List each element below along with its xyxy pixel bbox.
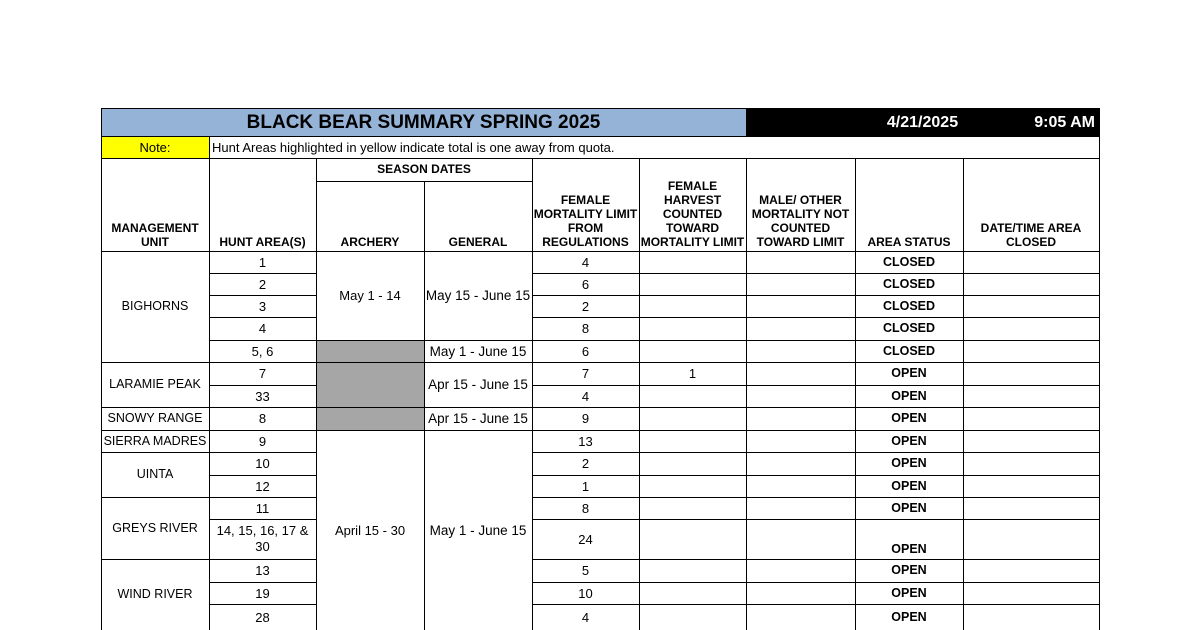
- grid-line: [1099, 108, 1100, 630]
- female-harvest-value: [639, 497, 746, 519]
- grid-line: [316, 340, 533, 341]
- grid-line: [101, 251, 1100, 252]
- date-closed-value: [963, 362, 1099, 385]
- female-harvest-value: [639, 430, 746, 452]
- area-status: OPEN: [891, 563, 927, 577]
- grid-line: [532, 452, 1100, 453]
- hunt-area: 3: [258, 298, 267, 314]
- hunt-area: 8: [258, 411, 267, 426]
- page-title: BLACK BEAR SUMMARY SPRING 2025: [101, 108, 746, 136]
- date-closed-value: [963, 452, 1099, 475]
- male-other-value: [746, 317, 855, 340]
- archery-dates: [316, 340, 424, 362]
- male-other-value: [746, 475, 855, 497]
- female-limit-value: 4: [581, 388, 590, 404]
- management-unit: LARAMIE PEAK: [109, 377, 201, 391]
- female-limit-value: 6: [581, 343, 590, 359]
- management-unit: BIGHORNS: [121, 299, 189, 313]
- male-other-value: [746, 407, 855, 430]
- grid-line: [101, 452, 210, 453]
- grid-line: [532, 430, 1100, 431]
- date-closed-value: [963, 251, 1099, 273]
- female-harvest-value: [639, 582, 746, 604]
- area-status: OPEN: [891, 500, 927, 515]
- area-status: CLOSED: [882, 298, 936, 313]
- area-status: OPEN: [891, 388, 927, 403]
- grid-line: [316, 362, 533, 363]
- hunt-area: 10: [255, 456, 270, 471]
- hunt-area: 1: [258, 254, 267, 270]
- female-harvest-value: [639, 452, 746, 475]
- header-general: GENERAL: [448, 235, 508, 249]
- grid-line: [101, 108, 102, 630]
- area-status: OPEN: [891, 411, 927, 425]
- female-limit-value: 13: [578, 433, 593, 449]
- date-closed-value: [963, 604, 1099, 630]
- area-status: OPEN: [891, 585, 927, 600]
- hunt-area: 7: [258, 366, 267, 381]
- general-dates: May 1 - June 15: [429, 522, 527, 538]
- general-dates: May 1 - June 15: [429, 343, 527, 359]
- header-archery: ARCHERY: [340, 235, 400, 249]
- grid-line: [209, 407, 317, 408]
- date-closed-value: [963, 407, 1099, 430]
- management-unit: UINTA: [136, 467, 174, 481]
- male-other-value: [746, 497, 855, 519]
- management-unit: SIERRA MADRES: [103, 433, 207, 448]
- date-closed-value: [963, 295, 1099, 317]
- report-date: 4/21/2025: [886, 113, 959, 131]
- grid-line: [101, 362, 210, 363]
- header-female-harvest: FEMALE HARVEST COUNTED TOWARD MORTALITY LIMIT: [640, 179, 745, 249]
- male-other-value: [746, 430, 855, 452]
- grid-line: [101, 559, 210, 560]
- male-other-value: [746, 273, 855, 295]
- area-status: CLOSED: [882, 321, 936, 335]
- grid-line: [532, 475, 1100, 476]
- area-status: OPEN: [891, 366, 927, 380]
- grid-line: [209, 497, 317, 498]
- management-unit: SNOWY RANGE: [107, 411, 203, 425]
- grid-line: [532, 604, 1100, 605]
- archery-dates: [316, 407, 424, 430]
- female-limit-value: 7: [581, 366, 590, 381]
- female-harvest-value: [639, 604, 746, 630]
- hunt-area: 14, 15, 16, 17 & 30: [216, 523, 309, 554]
- header-female-limit: FEMALE MORTALITY LIMIT FROM REGULATIONS: [533, 193, 638, 249]
- female-limit-value: 1: [581, 478, 590, 494]
- female-limit-value: 9: [581, 411, 590, 426]
- grid-line: [532, 497, 1100, 498]
- grid-line: [209, 295, 317, 296]
- grid-line: [209, 475, 317, 476]
- grid-line: [209, 604, 317, 605]
- date-closed-value: [963, 430, 1099, 452]
- date-closed-value: [963, 385, 1099, 407]
- area-status: OPEN: [891, 433, 927, 448]
- female-limit-value: 2: [581, 456, 590, 471]
- general-dates: May 15 - June 15: [425, 288, 531, 303]
- grid-line: [532, 559, 1100, 560]
- grid-line: [101, 430, 210, 431]
- grid-line: [532, 582, 1100, 583]
- area-status: OPEN: [891, 609, 927, 624]
- grid-line: [101, 108, 1100, 109]
- hunt-area: 12: [255, 478, 270, 494]
- area-status: OPEN: [891, 478, 927, 493]
- grid-line: [532, 317, 1100, 318]
- header-date-closed: DATE/TIME AREA CLOSED: [980, 221, 1082, 249]
- grid-line: [746, 108, 747, 136]
- female-limit-value: 4: [581, 609, 590, 625]
- area-status: OPEN: [891, 542, 927, 556]
- hunt-area: 2: [258, 276, 267, 292]
- hunt-area: 28: [255, 609, 270, 625]
- grid-line: [424, 181, 425, 630]
- female-harvest-value: [639, 385, 746, 407]
- grid-line: [209, 273, 317, 274]
- male-other-value: [746, 582, 855, 604]
- date-closed-value: [963, 582, 1099, 604]
- note-text: Hunt Areas highlighted in yellow indicate total is one away from quota.: [212, 139, 615, 155]
- grid-line: [532, 519, 1100, 520]
- male-other-value: [746, 385, 855, 407]
- female-harvest-value: 1: [688, 366, 697, 381]
- date-closed-value: [963, 273, 1099, 295]
- female-harvest-value: [639, 475, 746, 497]
- hunt-area: 5, 6: [251, 343, 274, 359]
- male-other-value: [746, 559, 855, 582]
- female-harvest-value: [639, 340, 746, 362]
- area-status: CLOSED: [882, 254, 936, 269]
- female-harvest-value: [639, 407, 746, 430]
- header-season-dates: SEASON DATES: [377, 161, 471, 176]
- male-other-value: [746, 604, 855, 630]
- grid-line: [316, 430, 533, 431]
- date-closed-value: [963, 340, 1099, 362]
- hunt-area: 9: [258, 433, 267, 449]
- female-limit-value: 6: [581, 276, 590, 292]
- date-closed-value: [963, 497, 1099, 519]
- header-hunt-areas: HUNT AREA(S): [219, 235, 306, 249]
- hunt-area: 4: [258, 321, 267, 336]
- grid-line: [532, 340, 1100, 341]
- hunt-area: 13: [255, 563, 270, 578]
- header-male-other: MALE/ OTHER MORTALITY NOT COUNTED TOWARD LIMIT: [751, 193, 850, 249]
- female-limit-value: 2: [581, 298, 590, 314]
- grid-line: [209, 452, 317, 453]
- date-closed-value: [963, 475, 1099, 497]
- male-other-value: [746, 362, 855, 385]
- grid-line: [101, 158, 1100, 159]
- archery-dates: April 15 - 30: [334, 522, 406, 538]
- general-dates: Apr 15 - June 15: [428, 411, 528, 426]
- female-limit-value: 5: [581, 563, 590, 578]
- grid-line: [209, 519, 317, 520]
- female-limit-value: 24: [578, 531, 593, 547]
- hunt-area: 19: [255, 585, 270, 601]
- male-other-value: [746, 340, 855, 362]
- grid-line: [532, 385, 1100, 386]
- grid-line: [209, 582, 317, 583]
- grid-line: [532, 273, 1100, 274]
- female-harvest-value: [639, 317, 746, 340]
- grid-line: [209, 136, 210, 630]
- female-harvest-value: [639, 519, 746, 559]
- female-harvest-value: [639, 251, 746, 273]
- female-limit-value: 8: [581, 500, 590, 516]
- general-dates: Apr 15 - June 15: [428, 377, 528, 392]
- area-status: CLOSED: [882, 276, 936, 291]
- female-limit-value: 10: [578, 585, 593, 601]
- male-other-value: [746, 519, 855, 559]
- area-status: CLOSED: [882, 343, 936, 358]
- hunt-area: 11: [255, 500, 270, 516]
- report-time: 9:05 AM: [1034, 113, 1095, 131]
- female-harvest-value: [639, 273, 746, 295]
- grid-line: [209, 340, 317, 341]
- management-unit: GREYS RIVER: [112, 520, 198, 535]
- male-other-value: [746, 251, 855, 273]
- female-harvest-value: [639, 559, 746, 582]
- grid-line: [209, 362, 317, 363]
- area-status: OPEN: [891, 456, 927, 470]
- date-closed-value: [963, 317, 1099, 340]
- male-other-value: [746, 295, 855, 317]
- grid-line: [209, 317, 317, 318]
- date-closed-value: [963, 519, 1099, 559]
- grid-line: [209, 430, 317, 431]
- archery-dates: May 1 - 14: [339, 288, 401, 303]
- date-closed-value: [963, 559, 1099, 582]
- grid-line: [316, 407, 533, 408]
- male-other-value: [746, 452, 855, 475]
- grid-line: [532, 362, 1100, 363]
- archery-dates: [316, 362, 424, 407]
- grid-line: [532, 295, 1100, 296]
- grid-line: [209, 559, 317, 560]
- grid-line: [101, 407, 210, 408]
- note-label: Note:: [101, 136, 209, 158]
- female-harvest-value: [639, 295, 746, 317]
- grid-line: [101, 136, 1100, 137]
- header-management-unit: MANAGEMENT UNIT: [111, 221, 199, 249]
- grid-line: [101, 497, 210, 498]
- grid-line: [209, 385, 317, 386]
- grid-line: [532, 407, 1100, 408]
- female-limit-value: 8: [581, 321, 590, 336]
- female-limit-value: 4: [581, 254, 590, 270]
- header-area-status: AREA STATUS: [867, 235, 951, 249]
- management-unit: WIND RIVER: [117, 587, 193, 601]
- hunt-area: 33: [255, 388, 270, 404]
